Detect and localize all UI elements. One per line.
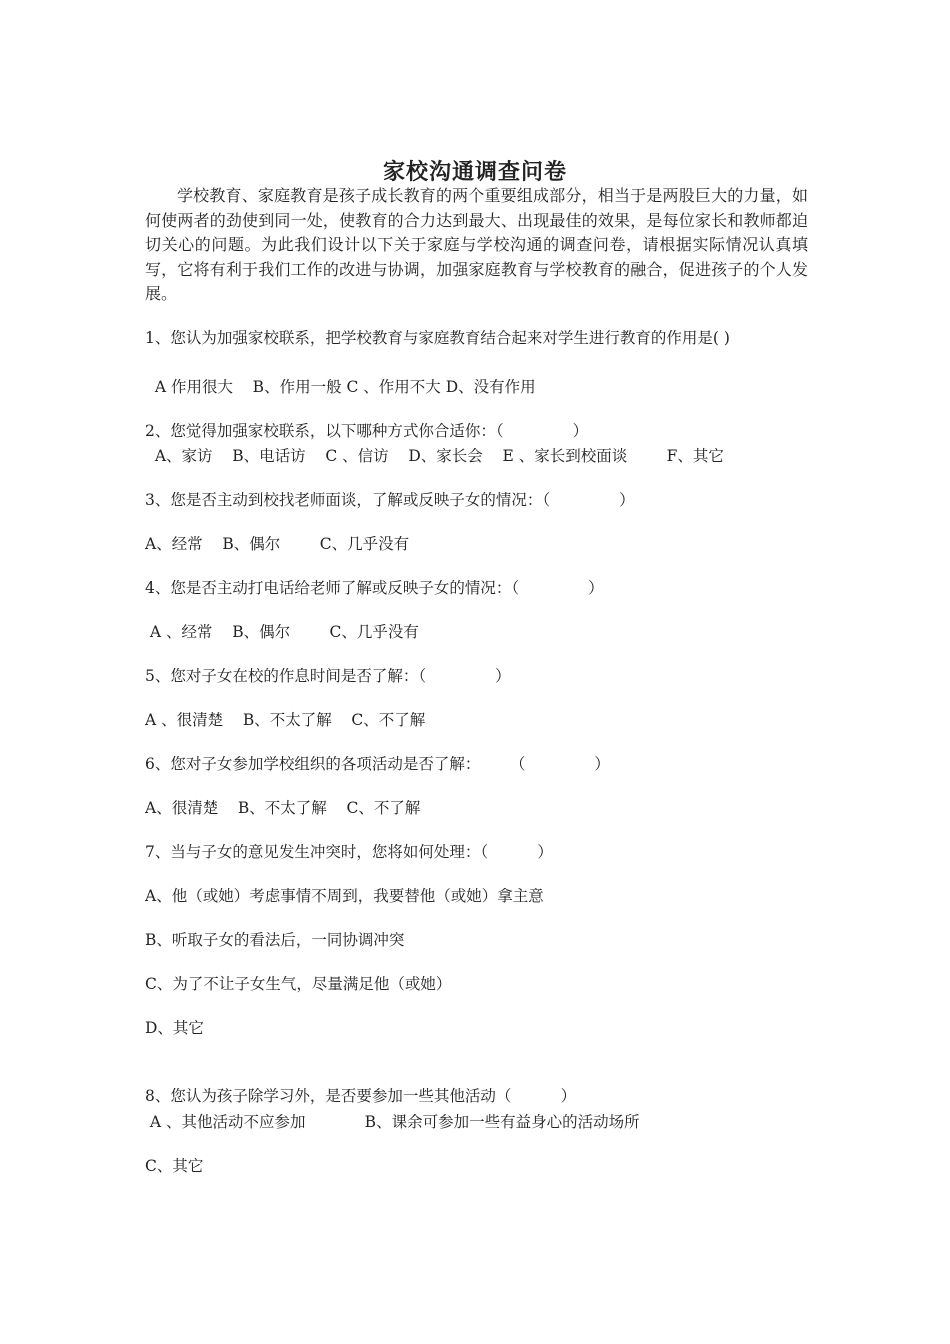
question-5: 5、您对子女在校的作息时间是否了解：（ ）	[145, 667, 511, 685]
question-7-option-a: A、他（或她）考虑事情不周到，我要替他（或她）拿主意	[145, 887, 544, 905]
question-5-options: A 、很清楚 B、不太了解 C、不了解	[145, 711, 426, 729]
question-2: 2、您觉得加强家校联系，以下哪种方式你合适你：（ ）	[145, 422, 589, 440]
question-7: 7、当与子女的意见发生冲突时，您将如何处理：（ ）	[145, 843, 553, 861]
intro-paragraph: 学校教育、家庭教育是孩子成长教育的两个重要组成部分，相当于是两股巨大的力量，如何使两者的劲使到同一处，使教育的合力达到最大、出现最佳的效果，是每位家长和教师都迫切关心的问题。为此我们设计以下关于家庭与学校沟通的调查问卷，请根据实际情况认真填写，它将有利于我们工作的改进与协调，加强家庭教育与学校教育的融合，促进孩子的个人发展。	[145, 186, 808, 303]
question-8: 8、您认为孩子除学习外，是否要参加一些其他活动（ ）	[145, 1087, 577, 1105]
question-7-option-d: D、其它	[145, 1019, 204, 1037]
question-7-option-c: C、为了不让子女生气，尽量满足他（或她）	[145, 975, 452, 993]
question-6: 6、您对子女参加学校组织的各项活动是否了解： （ ）	[145, 755, 610, 773]
question-8-options-ab: A 、其他活动不应参加 B、课余可参加一些有益身心的活动场所	[145, 1113, 640, 1131]
question-4: 4、您是否主动打电话给老师了解或反映子女的情况：（ ）	[145, 579, 604, 597]
question-1: 1、您认为加强家校联系，把学校教育与家庭教育结合起来对学生进行教育的作用是( )	[145, 329, 730, 347]
question-1-options: A 作用很大 B、作用一般 C 、作用不大 D、没有作用	[145, 378, 536, 396]
question-4-options: A 、经常 B、偶尔 C、几乎没有	[145, 623, 419, 641]
question-3-options: A、经常 B、偶尔 C、几乎没有	[145, 535, 410, 553]
question-6-options: A、很清楚 B、不太了解 C、不了解	[145, 799, 421, 817]
question-2-options: A、家访 B、电话访 C 、信访 D、家长会 E 、家长到校面谈 F、其它	[145, 447, 724, 465]
question-7-option-b: B、听取子女的看法后，一同协调冲突	[145, 931, 405, 949]
document-title: 家校沟通调查问卷	[382, 159, 567, 185]
question-8-option-c: C、其它	[145, 1157, 204, 1175]
question-3: 3、您是否主动到校找老师面谈，了解或反映子女的情况：（ ）	[145, 491, 635, 509]
